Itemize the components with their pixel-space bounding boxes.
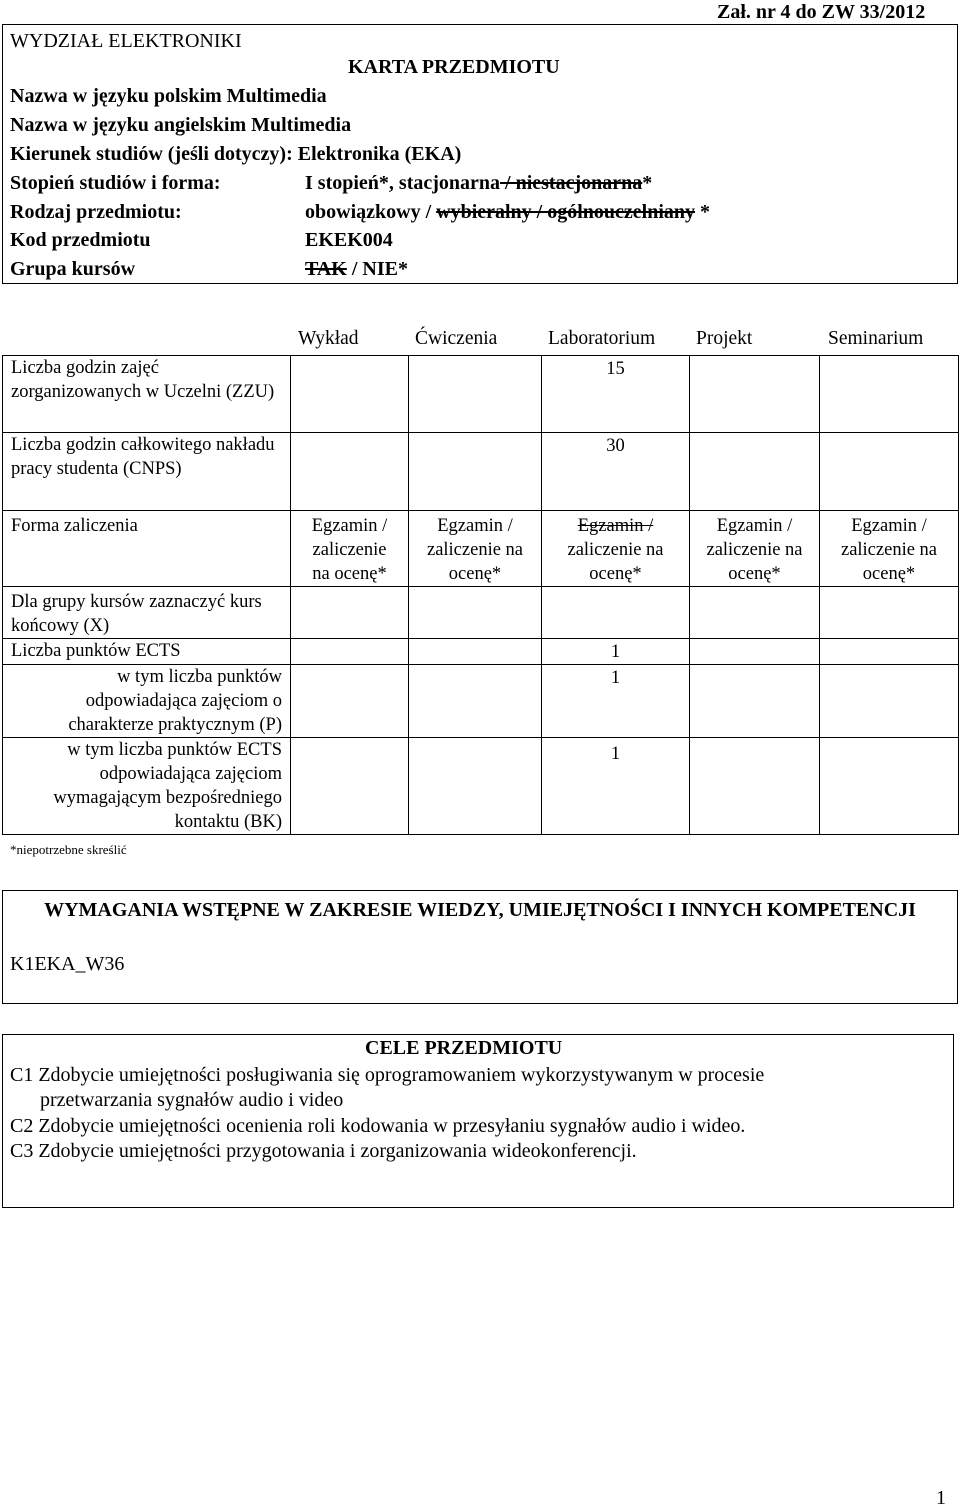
degree-value <box>305 172 652 195</box>
cnps-seminar <box>820 433 959 511</box>
form-line: zaliczenie na <box>426 540 524 560</box>
zzu-label: Liczba godzin zajęć zorganizowanych w Uczelni (ZZU) <box>3 356 291 433</box>
ects-exercises <box>409 639 542 665</box>
final-seminar <box>820 587 959 639</box>
degree-selected: I stopień*, stacjonarna <box>305 172 501 194</box>
col-header-exercises: Ćwiczenia <box>415 328 498 349</box>
ects-project <box>690 639 820 665</box>
form-line: zaliczenie na <box>567 540 664 560</box>
direct-laboratory: 1 <box>542 738 690 835</box>
field-row <box>10 143 461 166</box>
practical-exercises <box>409 665 542 738</box>
form-line: Egzamin / <box>716 516 793 536</box>
degree-struck: / niestacjonarna <box>500 172 643 194</box>
group-value <box>305 258 408 281</box>
form-project <box>690 511 820 587</box>
form-line: zaliczenie na <box>840 540 938 560</box>
faculty-name: WYDZIAŁ ELEKTRONIKI <box>10 30 242 52</box>
name-en-row <box>10 114 351 137</box>
final-project <box>690 587 820 639</box>
goal-c2: C2 Zdobycie umiejętności ocenienia roli kodowania w przesyłaniu sygnałów audio i wideo. <box>10 1115 746 1137</box>
annex-note: Zał. nr 4 do ZW 33/2012 <box>717 1 926 23</box>
field-label: Kierunek studiów (jeśli dotyczy): <box>10 143 293 165</box>
zzu-exercises <box>409 356 542 433</box>
name-pl-row <box>10 85 327 108</box>
direct-lecture <box>291 738 409 835</box>
col-header-lecture: Wykład <box>298 328 359 349</box>
practical-laboratory: 1 <box>542 665 690 738</box>
footnote: *niepotrzebne skreślić <box>10 842 127 857</box>
name-pl-value: Multimedia <box>226 85 327 107</box>
ects-label: Liczba punktów ECTS <box>3 639 291 665</box>
zzu-project <box>690 356 820 433</box>
cnps-project <box>690 433 820 511</box>
cnps-laboratory: 30 <box>542 433 690 511</box>
form-line: ocenę* <box>448 564 502 584</box>
table-row <box>3 738 959 835</box>
goal-c1-line2: przetwarzania sygnałów audio i video <box>40 1089 344 1111</box>
col-header-seminar: Seminarium <box>828 328 924 349</box>
practical-project <box>690 665 820 738</box>
goals-title: CELE PRZEDMIOTU <box>365 1037 563 1059</box>
form-line: Egzamin / <box>437 516 513 536</box>
final-lecture <box>291 587 409 639</box>
requirements-title: WYMAGANIA WSTĘPNE W ZAKRESIE WIEDZY, UMIEJĘTNOŚCI I INNYCH KOMPETENCJI <box>44 899 916 921</box>
hours-table <box>2 355 959 835</box>
final-exercises <box>409 587 542 639</box>
table-row <box>3 356 959 433</box>
page-number: 1 <box>936 1487 946 1509</box>
form-line: na ocenę* <box>312 564 387 584</box>
zzu-seminar <box>820 356 959 433</box>
practical-label: w tym liczba punktów odpowiadająca zajęciom o charakterze praktycznym (P) <box>3 665 291 738</box>
practical-lecture <box>291 665 409 738</box>
form-seminar <box>820 511 959 587</box>
table-row <box>3 433 959 511</box>
card-title: KARTA PRZEDMIOTU <box>348 56 560 78</box>
ects-laboratory: 1 <box>542 639 690 665</box>
goal-c3: C3 Zdobycie umiejętności przygotowania i zorganizowania wideokonferencji. <box>10 1140 637 1162</box>
type-selected: obowiązkowy / <box>305 201 432 223</box>
col-header-project: Projekt <box>696 328 753 349</box>
cnps-lecture <box>291 433 409 511</box>
table-row <box>3 665 959 738</box>
final-course-label: Dla grupy kursów zaznaczyć kurs końcowy (X) <box>3 587 291 639</box>
direct-project <box>690 738 820 835</box>
goal-c1-line1: C1 Zdobycie umiejętności posługiwania się oprogramowaniem wykorzystywanym w procesie <box>10 1064 765 1086</box>
type-label: Rodzaj przedmiotu: <box>10 201 182 223</box>
form-line: Egzamin / <box>311 516 388 536</box>
group-struck: TAK <box>305 258 347 280</box>
name-en-value: Multimedia <box>251 114 352 136</box>
degree-asterisk: * <box>642 172 653 194</box>
form-lecture <box>291 511 409 587</box>
table-row <box>3 511 959 587</box>
zzu-laboratory: 15 <box>542 356 690 433</box>
final-laboratory <box>542 587 690 639</box>
practical-seminar <box>820 665 959 738</box>
code-value: EKEK004 <box>305 229 393 251</box>
direct-seminar <box>820 738 959 835</box>
form-line: zaliczenie <box>312 540 387 560</box>
form-line: ocenę* <box>862 564 916 584</box>
form-label: Forma zaliczenia <box>3 511 291 587</box>
degree-label: Stopień studiów i forma: <box>10 172 221 194</box>
table-row <box>3 587 959 639</box>
direct-exercises <box>409 738 542 835</box>
cnps-exercises <box>409 433 542 511</box>
name-en-label: Nazwa w języku angielskim <box>10 114 247 136</box>
form-line: ocenę* <box>728 564 781 584</box>
name-pl-label: Nazwa w języku polskim <box>10 85 222 107</box>
type-asterisk: * <box>695 201 711 223</box>
form-laboratory <box>542 511 690 587</box>
form-line: ocenę* <box>589 564 642 584</box>
type-struck: wybieralny / ogólnouczelniany <box>436 201 696 223</box>
code-label: Kod przedmiotu <box>10 229 151 251</box>
field-value: Elektronika (EKA) <box>297 143 462 165</box>
group-label: Grupa kursów <box>10 258 136 280</box>
cnps-label: Liczba godzin całkowitego nakładu pracy studenta (CNPS) <box>3 433 291 511</box>
form-exercises <box>409 511 542 587</box>
zzu-lecture <box>291 356 409 433</box>
col-header-laboratory: Laboratorium <box>548 328 656 349</box>
table-row <box>3 639 959 665</box>
ects-seminar <box>820 639 959 665</box>
form-line-struck: Egzamin / <box>577 516 654 536</box>
requirements-value: K1EKA_W36 <box>10 953 125 975</box>
direct-contact-label: w tym liczba punktów ECTS odpowiadająca zajęciom wymagającym bezpośredniego kontaktu (BK) <box>3 738 291 835</box>
group-selected: / NIE* <box>346 258 408 280</box>
form-line: zaliczenie na <box>706 540 803 560</box>
type-value <box>305 201 710 224</box>
ects-lecture <box>291 639 409 665</box>
form-line: Egzamin / <box>851 516 927 536</box>
